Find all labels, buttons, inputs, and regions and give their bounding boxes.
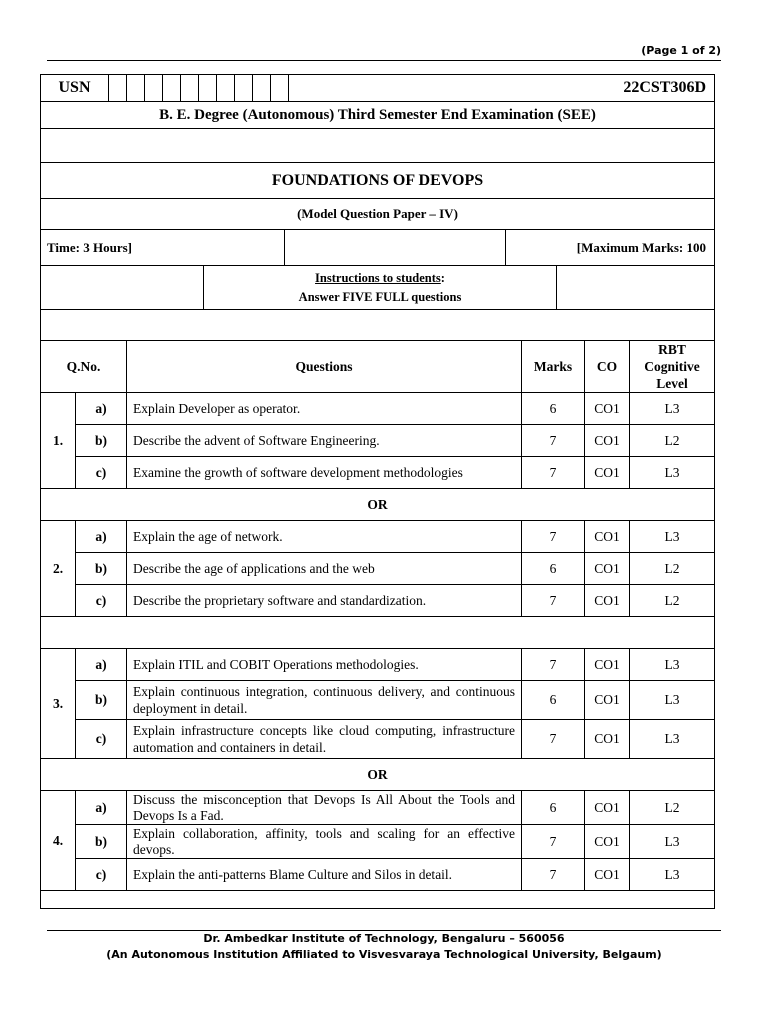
- blank-row: [41, 129, 715, 163]
- usn-box: [163, 75, 181, 102]
- question-number: 4.: [41, 791, 76, 891]
- usn-box: [271, 75, 289, 102]
- rbt-header-line: Cognitive: [644, 359, 700, 374]
- exam-header-table: [40, 74, 715, 102]
- usn-box: [109, 75, 127, 102]
- part-label: b): [76, 825, 127, 859]
- institution-name: Dr. Ambedkar Institute of Technology, Bengaluru – 560056: [203, 932, 565, 945]
- level-value: L3: [630, 720, 715, 759]
- blank-cell: [285, 230, 506, 266]
- marks-value: 7: [522, 649, 585, 681]
- part-label: c): [76, 585, 127, 617]
- question-text: Describe the proprietary software and standardization.: [127, 585, 522, 617]
- usn-box: [235, 75, 253, 102]
- blank-row: [41, 617, 715, 649]
- marks-value: 7: [522, 457, 585, 489]
- blank-row: [41, 891, 715, 909]
- level-value: L3: [630, 649, 715, 681]
- marks-value: 7: [522, 720, 585, 759]
- question-number: 2.: [41, 521, 76, 617]
- course-code: 22CST306D: [289, 75, 715, 102]
- usn-box: [181, 75, 199, 102]
- page-number-label: (Page 1 of 2): [641, 44, 721, 57]
- question-text: Explain collaboration, affinity, tools and scaling for an effective devops.: [127, 825, 522, 859]
- co-value: CO1: [585, 859, 630, 891]
- question-number: 1.: [41, 393, 76, 489]
- usn-row: [41, 75, 715, 102]
- co-value: CO1: [585, 521, 630, 553]
- level-value: L2: [630, 553, 715, 585]
- or-separator: OR: [41, 759, 715, 791]
- question-text: Describe the age of applications and the web: [127, 553, 522, 585]
- question-text: Explain ITIL and COBIT Operations methodologies.: [127, 649, 522, 681]
- part-label: a): [76, 393, 127, 425]
- question-part-row: [41, 425, 715, 457]
- instructions-text: Answer FIVE FULL questions: [298, 289, 462, 304]
- level-value: L3: [630, 457, 715, 489]
- level-value: L3: [630, 825, 715, 859]
- question-part-row: [41, 457, 715, 489]
- co-header: CO: [585, 341, 630, 393]
- instructions-colon: :: [440, 270, 445, 285]
- question-part-row: [41, 553, 715, 585]
- question-part-row: [41, 681, 715, 720]
- part-label: a): [76, 649, 127, 681]
- usn-box: [253, 75, 271, 102]
- institution-affiliation: (An Autonomous Institution Affiliated to Visvesvaraya Technological University, Belgaum): [106, 948, 662, 961]
- rbt-header-line: RBT: [658, 342, 686, 357]
- question-part-row: [41, 585, 715, 617]
- question-part-row: [41, 521, 715, 553]
- question-part-row: [41, 791, 715, 825]
- blank-row: [41, 310, 715, 341]
- level-value: L3: [630, 521, 715, 553]
- co-value: CO1: [585, 720, 630, 759]
- questions-header: Questions: [127, 341, 522, 393]
- model-paper-label: (Model Question Paper – IV): [41, 199, 715, 230]
- question-text: Explain infrastructure concepts like cloud computing, infrastructure automation and containers in detail.: [127, 720, 522, 759]
- blank-separator: [41, 617, 715, 649]
- or-separator: OR: [41, 489, 715, 521]
- co-value: CO1: [585, 649, 630, 681]
- question-text: Explain continuous integration, continuous delivery, and continuous deployment in detail.: [127, 681, 522, 720]
- co-value: CO1: [585, 393, 630, 425]
- question-part-row: [41, 649, 715, 681]
- marks-value: 7: [522, 859, 585, 891]
- question-text: Explain the age of network.: [127, 521, 522, 553]
- question-text: Examine the growth of software development methodologies: [127, 457, 522, 489]
- marks-value: 7: [522, 825, 585, 859]
- table-header-row: [41, 341, 715, 393]
- question-part-row: [41, 720, 715, 759]
- blank-cell: [557, 266, 715, 310]
- part-label: a): [76, 791, 127, 825]
- question-part-row: [41, 859, 715, 891]
- question-text: Explain the anti-patterns Blame Culture and Silos in detail.: [127, 859, 522, 891]
- rbt-header: [630, 341, 715, 393]
- part-label: c): [76, 720, 127, 759]
- question-text: Discuss the misconception that Devops Is All About the Tools and Devops Is a Fad.: [127, 791, 522, 825]
- marks-value: 7: [522, 585, 585, 617]
- question-text: Describe the advent of Software Engineering.: [127, 425, 522, 457]
- part-label: a): [76, 521, 127, 553]
- questions-table: [40, 340, 715, 909]
- level-value: L3: [630, 393, 715, 425]
- marks-value: 6: [522, 553, 585, 585]
- level-value: L2: [630, 585, 715, 617]
- blank-separator: [41, 891, 715, 909]
- instructions-block: [204, 266, 557, 310]
- question-part-row: [41, 825, 715, 859]
- or-row: [41, 759, 715, 791]
- instructions-table: [40, 265, 715, 341]
- level-value: L2: [630, 425, 715, 457]
- question-part-row: [41, 393, 715, 425]
- level-value: L3: [630, 681, 715, 720]
- marks-value: 7: [522, 425, 585, 457]
- exam-info-table: [40, 101, 715, 266]
- or-row: [41, 489, 715, 521]
- time-label: Time: 3 Hours]: [41, 230, 285, 266]
- level-value: L3: [630, 859, 715, 891]
- marks-header: Marks: [522, 341, 585, 393]
- co-value: CO1: [585, 791, 630, 825]
- top-rule: [47, 60, 721, 61]
- marks-value: 6: [522, 791, 585, 825]
- rbt-header-line: Level: [656, 376, 688, 391]
- part-label: c): [76, 457, 127, 489]
- usn-box: [145, 75, 163, 102]
- usn-box: [199, 75, 217, 102]
- part-label: b): [76, 425, 127, 457]
- usn-box: [127, 75, 145, 102]
- marks-value: 6: [522, 393, 585, 425]
- qno-header: Q.No.: [41, 341, 127, 393]
- usn-box: [217, 75, 235, 102]
- question-text: Explain Developer as operator.: [127, 393, 522, 425]
- co-value: CO1: [585, 425, 630, 457]
- max-marks-label: [Maximum Marks: 100: [506, 230, 715, 266]
- co-value: CO1: [585, 681, 630, 720]
- bottom-rule: [47, 930, 721, 931]
- question-number: 3.: [41, 649, 76, 759]
- instructions-label: Instructions to students: [315, 270, 441, 285]
- co-value: CO1: [585, 553, 630, 585]
- part-label: c): [76, 859, 127, 891]
- part-label: b): [76, 553, 127, 585]
- co-value: CO1: [585, 585, 630, 617]
- subject-title: FOUNDATIONS OF DEVOPS: [41, 163, 715, 199]
- marks-value: 6: [522, 681, 585, 720]
- blank-cell: [41, 266, 204, 310]
- exam-title: B. E. Degree (Autonomous) Third Semester End Examination (SEE): [41, 102, 715, 129]
- part-label: b): [76, 681, 127, 720]
- level-value: L2: [630, 791, 715, 825]
- co-value: CO1: [585, 457, 630, 489]
- marks-value: 7: [522, 521, 585, 553]
- usn-label: USN: [41, 75, 109, 102]
- co-value: CO1: [585, 825, 630, 859]
